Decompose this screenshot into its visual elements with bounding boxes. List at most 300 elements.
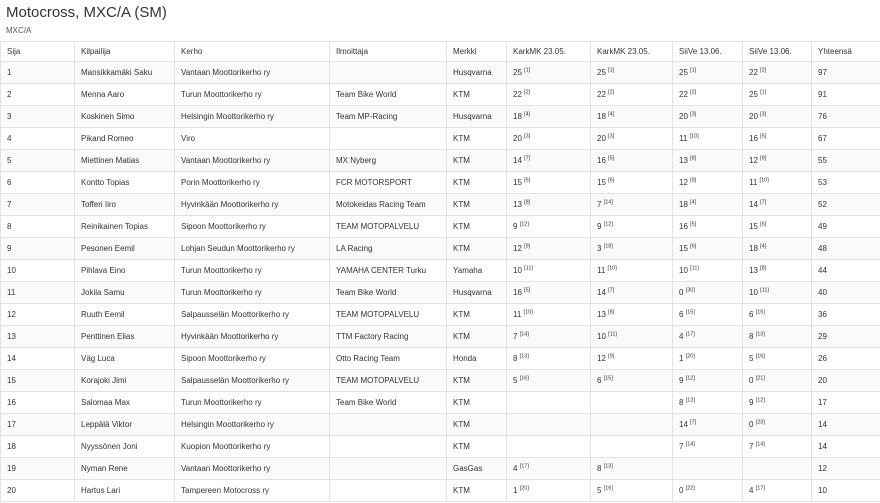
race-points: 14	[679, 420, 688, 429]
race-points: 1	[513, 486, 518, 495]
brand-cell: KTM	[447, 480, 507, 502]
col-siive-1-header[interactable]: SiiVe 13.06.	[673, 42, 743, 62]
col-merkki-header[interactable]: Merkki	[447, 42, 507, 62]
race-points: 13	[597, 310, 606, 319]
race-points: 22	[597, 90, 606, 99]
club-cell: Porin Moottorikerho ry	[175, 172, 330, 194]
table-row	[1, 392, 880, 414]
race-points: 11	[749, 178, 758, 187]
race-position: [8]	[524, 199, 531, 206]
race-position: [16]	[755, 353, 765, 360]
rider-cell: Pesonen Eemil	[75, 238, 175, 260]
col-karkmk-1-header[interactable]: KarkMK 23.05.	[507, 42, 591, 62]
race-2-cell	[591, 106, 673, 128]
race-3-cell	[673, 238, 743, 260]
race-4-cell	[743, 84, 812, 106]
entrant-cell: Team Bike World	[330, 392, 447, 414]
header-row	[1, 42, 880, 62]
brand-cell: Honda	[447, 348, 507, 370]
race-4-cell	[743, 216, 812, 238]
brand-cell: Yamaha	[447, 260, 507, 282]
race-position: [11]	[524, 265, 533, 272]
race-points: 20	[749, 112, 758, 121]
race-points: 8	[749, 332, 754, 341]
race-points: 16	[679, 222, 688, 231]
race-position: [3]	[608, 133, 615, 140]
race-4-cell	[743, 150, 812, 172]
race-position: [21]	[755, 375, 765, 382]
race-points: 11	[513, 310, 522, 319]
race-1-cell	[507, 172, 591, 194]
race-position: [16]	[603, 485, 613, 492]
total-cell: 44	[812, 260, 880, 282]
race-3-cell	[673, 458, 743, 480]
brand-cell: KTM	[447, 150, 507, 172]
entrant-cell: FCR MOTORSPORT	[330, 172, 447, 194]
race-points: 12	[513, 244, 522, 253]
club-cell: Sipoon Moottorikerho ry	[175, 348, 330, 370]
rank-cell: 5	[1, 150, 75, 172]
race-points: 9	[513, 222, 518, 231]
race-3-cell	[673, 106, 743, 128]
race-position: [8]	[690, 155, 697, 162]
total-cell: 97	[812, 62, 880, 84]
race-points: 22	[679, 90, 688, 99]
club-cell: Turun Moottorikerho ry	[175, 260, 330, 282]
race-points: 7	[513, 332, 518, 341]
rank-cell: 19	[1, 458, 75, 480]
table-row	[1, 238, 880, 260]
col-sija-header[interactable]: Sija	[1, 42, 75, 62]
race-points: 9	[597, 222, 602, 231]
total-cell: 17	[812, 392, 880, 414]
brand-cell: KTM	[447, 238, 507, 260]
race-position: [13]	[685, 397, 695, 404]
race-position: [6]	[690, 243, 697, 250]
race-3-cell	[673, 150, 743, 172]
race-2-cell	[591, 392, 673, 414]
race-position: [14]	[755, 441, 765, 448]
race-1-cell	[507, 370, 591, 392]
race-2-cell	[591, 238, 673, 260]
race-points: 15	[513, 178, 522, 187]
club-cell: Lohjan Seudun Moottorikerho ry	[175, 238, 330, 260]
race-position: [6]	[760, 221, 767, 228]
race-points: 16	[597, 156, 606, 165]
rider-cell: Ruuth Eemil	[75, 304, 175, 326]
race-position: [2]	[524, 89, 531, 96]
race-points: 5	[749, 354, 754, 363]
brand-cell: KTM	[447, 414, 507, 436]
rider-cell: Korajoki Jimi	[75, 370, 175, 392]
club-cell: Hyvinkään Moottorikerho ry	[175, 326, 330, 348]
race-4-cell	[743, 304, 812, 326]
race-points: 7	[679, 442, 684, 451]
race-4-cell	[743, 282, 812, 304]
race-2-cell	[591, 348, 673, 370]
race-points: 4	[513, 464, 518, 473]
race-points: 0	[749, 420, 754, 429]
race-4-cell	[743, 260, 812, 282]
race-position: [8]	[608, 309, 615, 316]
entrant-cell	[330, 128, 447, 150]
race-position: [6]	[524, 177, 531, 184]
table-row	[1, 436, 880, 458]
race-3-cell	[673, 216, 743, 238]
race-points: 0	[679, 486, 684, 495]
race-position: [13]	[755, 331, 765, 338]
race-1-cell	[507, 458, 591, 480]
table-row	[1, 194, 880, 216]
race-points: 10	[513, 266, 522, 275]
entrant-cell: TEAM MOTOPALVELU	[330, 216, 447, 238]
race-points: 16	[749, 134, 758, 143]
rider-cell: Menna Aaro	[75, 84, 175, 106]
race-position: [12]	[755, 397, 765, 404]
race-points: 6	[679, 310, 684, 319]
race-1-cell	[507, 238, 591, 260]
total-cell: 10	[812, 480, 880, 502]
race-2-cell	[591, 172, 673, 194]
entrant-cell: LA Racing	[330, 238, 447, 260]
rider-cell: Mansikkamäki Saku	[75, 62, 175, 84]
race-points: 15	[749, 222, 758, 231]
race-points: 4	[749, 486, 754, 495]
rider-cell: Salomaa Max	[75, 392, 175, 414]
race-position: [11]	[690, 265, 699, 272]
race-points: 9	[749, 398, 754, 407]
race-2-cell	[591, 414, 673, 436]
entrant-cell	[330, 436, 447, 458]
race-points: 8	[597, 464, 602, 473]
race-4-cell	[743, 194, 812, 216]
race-position: [11]	[760, 287, 769, 294]
club-cell: Turun Moottorikerho ry	[175, 282, 330, 304]
race-points: 25	[597, 68, 606, 77]
race-2-cell	[591, 216, 673, 238]
rider-cell: Hartus Lari	[75, 480, 175, 502]
entrant-cell: TEAM MOTOPALVELU	[330, 370, 447, 392]
col-karkmk-2-header[interactable]: KarkMK 23.05.	[591, 42, 673, 62]
entrant-cell: YAMAHA CENTER Turku	[330, 260, 447, 282]
entrant-cell: Otto Racing Team	[330, 348, 447, 370]
total-cell: 14	[812, 414, 880, 436]
race-2-cell	[591, 282, 673, 304]
race-points: 18	[597, 112, 606, 121]
race-points: 16	[513, 288, 522, 297]
race-points: 20	[597, 134, 606, 143]
brand-cell: KTM	[447, 172, 507, 194]
brand-cell: Husqvarna	[447, 62, 507, 84]
table-row	[1, 150, 880, 172]
rider-cell: Nyyssönen Joni	[75, 436, 175, 458]
race-1-cell	[507, 326, 591, 348]
race-position: [12]	[519, 221, 529, 228]
race-points: 9	[679, 376, 684, 385]
race-4-cell	[743, 414, 812, 436]
rank-cell: 13	[1, 326, 75, 348]
entrant-cell: Team Bike World	[330, 84, 447, 106]
total-cell: 14	[812, 436, 880, 458]
race-points: 7	[597, 200, 602, 209]
race-3-cell	[673, 480, 743, 502]
table-row	[1, 326, 880, 348]
race-position: [9]	[760, 155, 767, 162]
rank-cell: 12	[1, 304, 75, 326]
entrant-cell	[330, 62, 447, 84]
race-points: 25	[749, 90, 758, 99]
race-1-cell	[507, 436, 591, 458]
entrant-cell: MX Nyberg	[330, 150, 447, 172]
race-3-cell	[673, 260, 743, 282]
race-points: 14	[749, 200, 758, 209]
race-4-cell	[743, 458, 812, 480]
rider-cell: Penttinen Elias	[75, 326, 175, 348]
total-cell: 36	[812, 304, 880, 326]
race-points: 18	[513, 112, 522, 121]
rank-cell: 15	[1, 370, 75, 392]
entrant-cell	[330, 414, 447, 436]
col-siive-2-header[interactable]: SiiVe 13.06.	[743, 42, 812, 62]
race-position: [3]	[760, 111, 767, 118]
race-1-cell	[507, 128, 591, 150]
race-1-cell	[507, 304, 591, 326]
race-position: [13]	[519, 353, 529, 360]
race-position: [9]	[524, 243, 531, 250]
col-ilmoittaja-header[interactable]: Ilmoittaja	[330, 42, 447, 62]
race-position: [30]	[685, 287, 695, 294]
race-position: [13]	[603, 463, 613, 470]
table-row	[1, 216, 880, 238]
race-points: 14	[513, 156, 522, 165]
race-3-cell	[673, 84, 743, 106]
table-row	[1, 282, 880, 304]
club-cell: Viro	[175, 128, 330, 150]
total-cell: 91	[812, 84, 880, 106]
total-cell: 67	[812, 128, 880, 150]
table-row	[1, 84, 880, 106]
race-position: [12]	[685, 375, 695, 382]
race-position: [17]	[685, 331, 695, 338]
race-points: 22	[749, 68, 758, 77]
total-cell: 12	[812, 458, 880, 480]
race-2-cell	[591, 84, 673, 106]
total-cell: 40	[812, 282, 880, 304]
rider-cell: Väg Luca	[75, 348, 175, 370]
rider-cell: Miettinen Matias	[75, 150, 175, 172]
race-1-cell	[507, 282, 591, 304]
race-4-cell	[743, 128, 812, 150]
race-position: [15]	[603, 375, 613, 382]
race-position: [10]	[523, 309, 533, 316]
race-position: [1]	[760, 89, 767, 96]
col-yhteensa-header[interactable]: Yhteensä	[812, 42, 880, 62]
race-points: 12	[749, 156, 758, 165]
race-2-cell	[591, 62, 673, 84]
race-position: [5]	[690, 221, 697, 228]
race-position: [5]	[760, 133, 767, 140]
race-position: [1]	[524, 67, 531, 74]
race-2-cell	[591, 260, 673, 282]
race-position: [14]	[519, 331, 529, 338]
race-position: [18]	[603, 243, 613, 250]
race-1-cell	[507, 414, 591, 436]
race-points: 11	[679, 134, 688, 143]
race-points: 15	[597, 178, 606, 187]
rank-cell: 17	[1, 414, 75, 436]
club-cell: Helsingin Moottorikerho ry	[175, 414, 330, 436]
race-position: [1]	[608, 67, 615, 74]
race-position: [14]	[603, 199, 613, 206]
total-cell: 48	[812, 238, 880, 260]
race-position: [22]	[685, 485, 695, 492]
rider-cell: Leppälä Viktor	[75, 414, 175, 436]
club-cell: Vantaan Moottorikerho ry	[175, 62, 330, 84]
race-4-cell	[743, 480, 812, 502]
race-points: 25	[679, 68, 688, 77]
race-position: [17]	[519, 463, 529, 470]
race-position: [14]	[685, 441, 695, 448]
race-points: 14	[597, 288, 606, 297]
table-row	[1, 260, 880, 282]
race-points: 12	[597, 354, 606, 363]
club-cell: Turun Moottorikerho ry	[175, 84, 330, 106]
race-points: 13	[679, 156, 688, 165]
brand-cell: KTM	[447, 304, 507, 326]
race-points: 10	[597, 332, 606, 341]
race-points: 4	[679, 332, 684, 341]
race-points: 6	[749, 310, 754, 319]
race-points: 7	[749, 442, 754, 451]
race-position: [6]	[608, 177, 615, 184]
race-3-cell	[673, 436, 743, 458]
race-position: [17]	[755, 485, 765, 492]
col-kilpailija-header[interactable]: Kilpailija	[75, 42, 175, 62]
rank-cell: 3	[1, 106, 75, 128]
rank-cell: 14	[1, 348, 75, 370]
rank-cell: 6	[1, 172, 75, 194]
race-position: [10]	[759, 177, 769, 184]
rank-cell: 8	[1, 216, 75, 238]
race-position: [15]	[685, 309, 695, 316]
rank-cell: 1	[1, 62, 75, 84]
race-3-cell	[673, 326, 743, 348]
brand-cell: KTM	[447, 128, 507, 150]
race-3-cell	[673, 194, 743, 216]
race-points: 18	[679, 200, 688, 209]
table-row	[1, 304, 880, 326]
race-1-cell	[507, 194, 591, 216]
race-2-cell	[591, 150, 673, 172]
class-subtitle: MXC/A	[6, 26, 32, 35]
total-cell: 49	[812, 216, 880, 238]
rank-cell: 2	[1, 84, 75, 106]
results-body	[1, 62, 880, 502]
race-position: [20]	[685, 353, 695, 360]
rank-cell: 7	[1, 194, 75, 216]
race-position: [3]	[524, 133, 531, 140]
club-cell: Hyvinkään Moottorikerho ry	[175, 194, 330, 216]
race-3-cell	[673, 414, 743, 436]
total-cell: 52	[812, 194, 880, 216]
race-position: [4]	[690, 199, 697, 206]
race-3-cell	[673, 392, 743, 414]
entrant-cell: Motokeidas Racing Team	[330, 194, 447, 216]
club-cell: Vantaan Moottorikerho ry	[175, 150, 330, 172]
race-1-cell	[507, 216, 591, 238]
entrant-cell	[330, 458, 447, 480]
race-position: [8]	[760, 265, 767, 272]
table-row	[1, 62, 880, 84]
total-cell: 29	[812, 326, 880, 348]
table-row	[1, 172, 880, 194]
rank-cell: 10	[1, 260, 75, 282]
rider-cell: Pikand Romeo	[75, 128, 175, 150]
rider-cell: Kontto Topias	[75, 172, 175, 194]
race-1-cell	[507, 62, 591, 84]
total-cell: 76	[812, 106, 880, 128]
club-cell: Salpausselän Moottorikerho ry	[175, 370, 330, 392]
race-4-cell	[743, 106, 812, 128]
rider-cell: Jokila Samu	[75, 282, 175, 304]
entrant-cell: TTM Factory Racing	[330, 326, 447, 348]
total-cell: 55	[812, 150, 880, 172]
rider-cell: Tofferi Iiro	[75, 194, 175, 216]
race-position: [10]	[607, 265, 617, 272]
rank-cell: 11	[1, 282, 75, 304]
entrant-cell: Team Bike World	[330, 282, 447, 304]
club-cell: Helsingin Moottorikerho ry	[175, 106, 330, 128]
table-row	[1, 458, 880, 480]
race-points: 22	[513, 90, 522, 99]
brand-cell: Husqvarna	[447, 282, 507, 304]
race-2-cell	[591, 480, 673, 502]
race-position: [9]	[608, 353, 615, 360]
table-row	[1, 128, 880, 150]
race-3-cell	[673, 370, 743, 392]
race-points: 13	[749, 266, 758, 275]
race-position: [1]	[690, 67, 697, 74]
club-cell: Turun Moottorikerho ry	[175, 392, 330, 414]
race-points: 0	[679, 288, 684, 297]
entrant-cell: TEAM MOTOPALVELU	[330, 304, 447, 326]
col-kerho-header[interactable]: Kerho	[175, 42, 330, 62]
race-position: [5]	[608, 155, 615, 162]
race-3-cell	[673, 62, 743, 84]
rider-cell: Pihlava Eino	[75, 260, 175, 282]
race-points: 13	[513, 200, 522, 209]
race-2-cell	[591, 128, 673, 150]
race-position: [20]	[519, 485, 529, 492]
race-position: [12]	[603, 221, 613, 228]
race-3-cell	[673, 172, 743, 194]
race-position: [15]	[755, 309, 765, 316]
brand-cell: KTM	[447, 436, 507, 458]
race-4-cell	[743, 392, 812, 414]
rider-cell: Nyman Rene	[75, 458, 175, 480]
club-cell: Tampereen Motocross ry	[175, 480, 330, 502]
race-3-cell	[673, 282, 743, 304]
brand-cell: KTM	[447, 84, 507, 106]
race-1-cell	[507, 392, 591, 414]
race-points: 5	[597, 486, 602, 495]
table-row	[1, 106, 880, 128]
race-position: [4]	[524, 111, 531, 118]
rank-cell: 20	[1, 480, 75, 502]
race-position: [10]	[689, 133, 699, 140]
race-3-cell	[673, 128, 743, 150]
race-3-cell	[673, 304, 743, 326]
